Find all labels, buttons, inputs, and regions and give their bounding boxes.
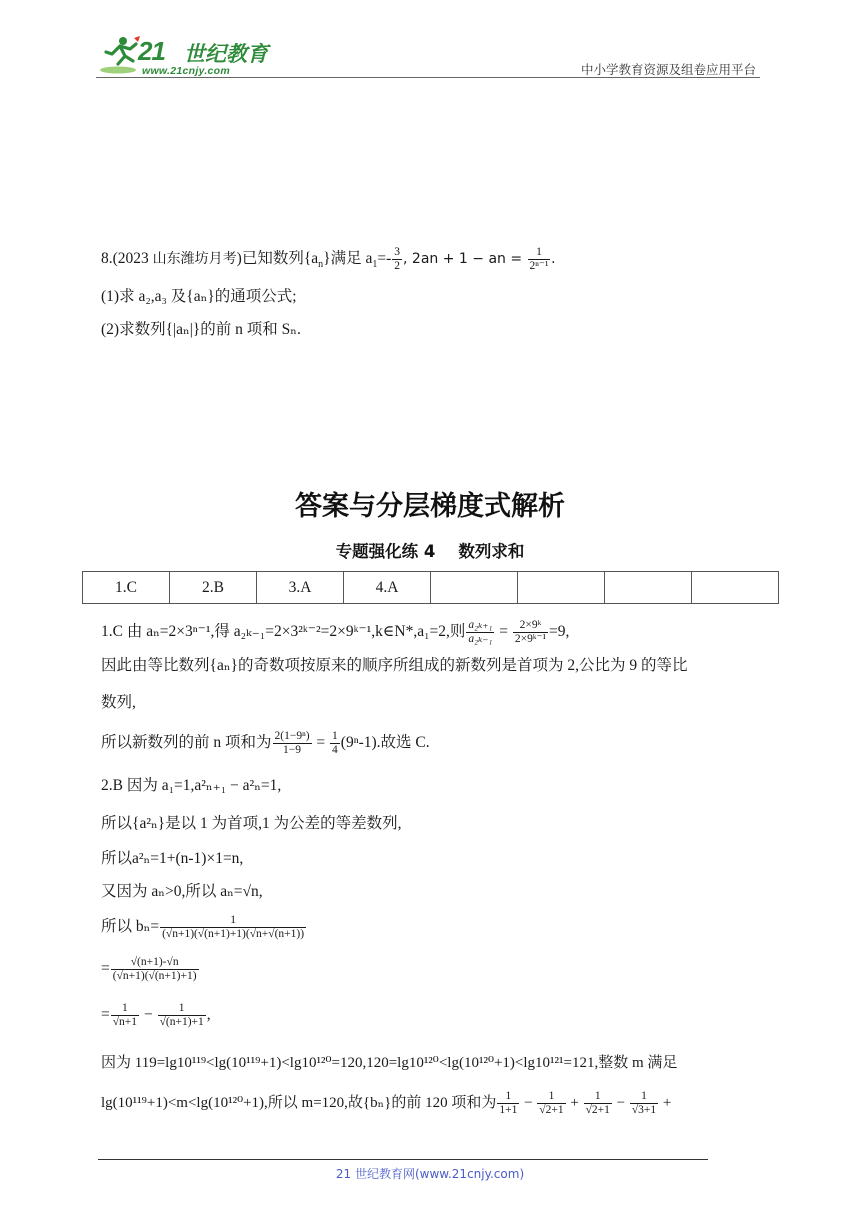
sol2-line7: = $\frac{1}{√n+1}$ − $\frac{1}{√(n+1)+1}$ , <box>101 1002 211 1028</box>
answer-cell: 4.A <box>344 572 431 604</box>
answers-subtitle: 专题强化练 4 数列求和 <box>335 542 525 561</box>
answer-cell <box>692 572 779 604</box>
sol2-line6: = $\frac{√(n+1)-√n}{(√n+1)(√(n+1)+1)}$ <box>101 956 197 982</box>
answer-cell: 2.B <box>170 572 257 604</box>
sol2-line9: lg(10¹¹⁹+1)<m<lg(10¹²⁰+1),所以 m=120,故{bₙ}的前 120 项和为 $\frac{1}{1+1}$ − $\frac{1}{√2+1}$ + $\frac{1}{√2+1}$ − $\frac{1}{√3+1}$ + <box>101 1090 672 1116</box>
footer-link[interactable]: 21 世纪教育网(www.21cnjy.com) <box>335 1167 525 1181</box>
runner-logo-icon <box>98 34 142 76</box>
answer-cell <box>605 572 692 604</box>
answer-cell <box>518 572 605 604</box>
sol1-line3: 数列, <box>101 694 136 711</box>
sol1-line4: 所以新数列的前 n 项和为 $\frac{\text{2(1−9ⁿ)}}{1-9}$ = $\frac{1}{4}$ (9ⁿ-1).故选 C. <box>101 730 430 756</box>
answer-cell: 1.C <box>83 572 170 604</box>
answer-cell <box>431 572 518 604</box>
sol2-line2: 所以{a²ₙ}是以 1 为首项,1 为公差的等差数列, <box>101 815 402 832</box>
answer-cell: 3.A <box>257 572 344 604</box>
sol2-line5: 所以 bₙ= $\frac{1}{(√n+1)(√(n+1)+1)(√n+√(n+1))}$ <box>101 914 305 940</box>
sol2-line8: 因为 119=lg10¹¹⁹<lg(10¹¹⁹+1)<lg10¹²⁰=120,120=lg10¹²⁰<lg(10¹²⁰+1)<lg10¹²¹=121,整数 m 满足 <box>101 1055 678 1071</box>
sol1-line2: 因此由等比数列{aₙ}的奇数项按原来的顺序所组成的新数列是首项为 2,公比为 9 的等比 <box>101 657 688 674</box>
logo-21-text: 21 <box>138 36 165 66</box>
sol2-line4: 又因为 aₙ>0,所以 aₙ=√n, <box>101 883 263 900</box>
sol2-line3: 所以a²ₙ=1+(n-1)×1=n, <box>101 850 244 867</box>
sol1-line1: 1.C 由 aₙ=2×3ⁿ⁻¹,得 a₂ₖ₋₁=2×3²ᵏ⁻²=2×9ᵏ⁻¹,k∈N*,a₁=2,则 $\frac{\text{a₂ₖ₊₁}}{\text{a₂ₖ₋₁}}$ = $\frac{\text{2×9ᵏ}}{\text{2×9ᵏ⁻¹}}$ =9, <box>101 619 570 645</box>
answers-title: 答案与分层梯度式解析 <box>295 491 565 522</box>
q8-part1: (1)求 a₂,a₃ 及{aₙ}的通项公式; <box>101 288 297 305</box>
header-divider <box>96 77 760 78</box>
site-logo <box>98 34 268 78</box>
q8-stem: 8.(2023 山东潍坊月考)已知数列$\{a_n\}$满足 $a_1=-$ $\frac{3}{2}$ , 2an + 1 − an = $\frac{1}{\text{2ⁿ⁻¹}}$ . <box>101 246 556 272</box>
logo-url-text: www.21cnjy.com <box>142 65 231 77</box>
logo-brand-text: 世纪教育 <box>184 42 268 66</box>
header-slogan: 中小学教育资源及组卷应用平台 <box>580 62 756 77</box>
sol2-line1: 2.B 因为 a₁=1,a²ₙ₊₁ − a²ₙ=1, <box>101 777 282 794</box>
q8-part2: (2)求数列{|aₙ|}的前 n 项和 Sₙ. <box>101 321 301 338</box>
answer-table <box>82 571 779 604</box>
footer-divider <box>98 1159 708 1160</box>
